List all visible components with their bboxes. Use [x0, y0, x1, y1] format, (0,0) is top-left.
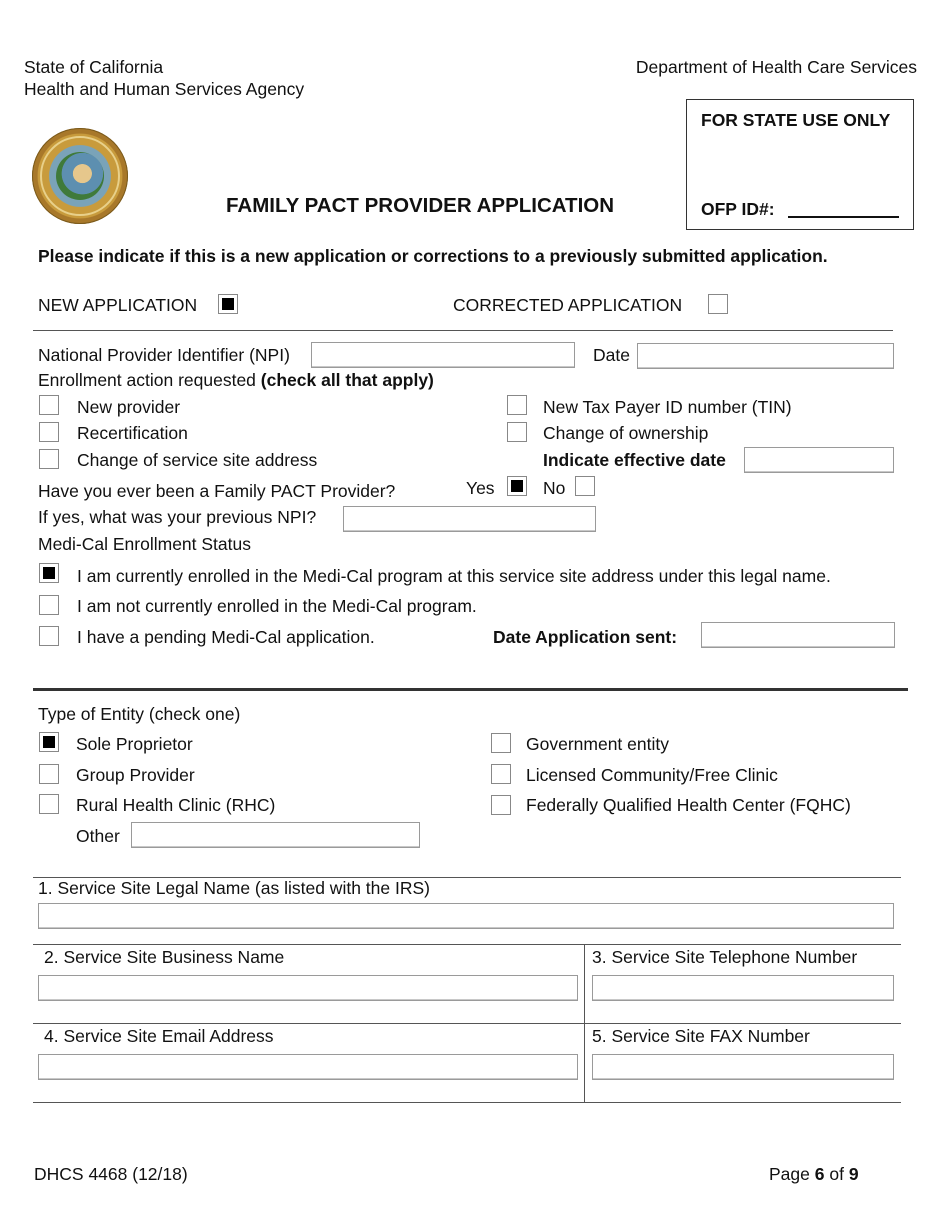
- currently-enrolled-label: I am currently enrolled in the Medi-Cal program at this service site address under this legal name.: [77, 566, 831, 586]
- divider: [33, 944, 901, 945]
- email-label: 4. Service Site Email Address: [44, 1026, 274, 1046]
- other-input[interactable]: [131, 822, 420, 848]
- new-tin-label: New Tax Payer ID number (TIN): [543, 397, 792, 417]
- telephone-label: 3. Service Site Telephone Number: [592, 947, 858, 967]
- change-ownership-label: Change of ownership: [543, 423, 709, 443]
- change-address-label: Change of service site address: [77, 450, 318, 470]
- government-entity-label: Government entity: [526, 734, 669, 754]
- date-sent-input[interactable]: [701, 622, 895, 648]
- new-application-checkbox[interactable]: [218, 294, 238, 314]
- divider: [33, 1102, 901, 1103]
- instruction-text: Please indicate if this is a new application or corrections to a previously submitted application.: [38, 246, 828, 266]
- npi-label: National Provider Identifier (NPI): [38, 345, 290, 365]
- sole-proprietor-checkbox[interactable]: [39, 732, 59, 752]
- group-provider-checkbox[interactable]: [39, 764, 59, 784]
- page-title: FAMILY PACT PROVIDER APPLICATION: [226, 194, 615, 217]
- rhc-label: Rural Health Clinic (RHC): [76, 795, 276, 815]
- entity-type-label: Type of Entity (check one): [38, 704, 241, 724]
- rhc-checkbox[interactable]: [39, 794, 59, 814]
- agency-name: Health and Human Services Agency: [24, 79, 305, 99]
- fqhc-label: Federally Qualified Health Center (FQHC): [526, 795, 851, 815]
- previous-provider-question: Have you ever been a Family PACT Provider?: [38, 481, 396, 501]
- business-name-label: 2. Service Site Business Name: [44, 947, 285, 967]
- government-entity-checkbox[interactable]: [491, 733, 511, 753]
- recertification-label: Recertification: [77, 423, 188, 443]
- recertification-checkbox[interactable]: [39, 422, 59, 442]
- pending-application-label: I have a pending Medi-Cal application.: [77, 627, 375, 647]
- department-name: Department of Health Care Services: [635, 57, 917, 77]
- yes-label: Yes: [466, 478, 495, 498]
- yes-checkbox[interactable]: [507, 476, 527, 496]
- currently-enrolled-checkbox[interactable]: [39, 563, 59, 583]
- effective-date-input[interactable]: [744, 447, 894, 473]
- new-tin-checkbox[interactable]: [507, 395, 527, 415]
- page-number: Page 6 of 9: [769, 1164, 859, 1184]
- no-label: No: [543, 478, 566, 498]
- legal-name-label: 1. Service Site Legal Name (as listed with the IRS): [38, 878, 430, 898]
- legal-name-input[interactable]: [38, 903, 894, 929]
- previous-npi-label: If yes, what was your previous NPI?: [38, 507, 317, 527]
- new-provider-label: New provider: [77, 397, 181, 417]
- effective-date-label: Indicate effective date: [543, 450, 726, 470]
- not-enrolled-checkbox[interactable]: [39, 595, 59, 615]
- sole-proprietor-label: Sole Proprietor: [76, 734, 193, 754]
- fax-input[interactable]: [592, 1054, 894, 1080]
- ofp-id-line[interactable]: [788, 216, 899, 218]
- date-label: Date: [593, 345, 630, 365]
- california-seal-logo: [32, 128, 128, 224]
- not-enrolled-label: I am not currently enrolled in the Medi-Cal program.: [77, 596, 477, 616]
- previous-npi-input[interactable]: [343, 506, 596, 532]
- email-input[interactable]: [38, 1054, 578, 1080]
- state-use-box: [686, 99, 914, 230]
- date-input[interactable]: [637, 343, 894, 369]
- enrollment-action-label: Enrollment action requested (check all that apply): [38, 370, 434, 390]
- divider: [33, 1023, 901, 1024]
- change-address-checkbox[interactable]: [39, 449, 59, 469]
- fax-label: 5. Service Site FAX Number: [592, 1026, 810, 1046]
- other-label: Other: [76, 826, 120, 846]
- section-divider: [33, 688, 908, 691]
- state-use-label: FOR STATE USE ONLY: [701, 110, 891, 130]
- date-sent-label: Date Application sent:: [493, 627, 678, 647]
- state-name: State of California: [24, 57, 164, 77]
- pending-application-checkbox[interactable]: [39, 626, 59, 646]
- divider: [33, 330, 893, 331]
- group-provider-label: Group Provider: [76, 765, 195, 785]
- community-clinic-label: Licensed Community/Free Clinic: [526, 765, 778, 785]
- npi-input[interactable]: [311, 342, 575, 368]
- ofp-id-label: OFP ID#:: [701, 199, 775, 219]
- form-number: DHCS 4468 (12/18): [34, 1164, 188, 1184]
- new-application-label: NEW APPLICATION: [38, 295, 198, 315]
- community-clinic-checkbox[interactable]: [491, 764, 511, 784]
- corrected-application-checkbox[interactable]: [708, 294, 728, 314]
- new-provider-checkbox[interactable]: [39, 395, 59, 415]
- telephone-input[interactable]: [592, 975, 894, 1001]
- corrected-application-label: CORRECTED APPLICATION: [453, 295, 683, 315]
- change-ownership-checkbox[interactable]: [507, 422, 527, 442]
- no-checkbox[interactable]: [575, 476, 595, 496]
- medical-status-label: Medi-Cal Enrollment Status: [38, 534, 251, 554]
- fqhc-checkbox[interactable]: [491, 795, 511, 815]
- business-name-input[interactable]: [38, 975, 578, 1001]
